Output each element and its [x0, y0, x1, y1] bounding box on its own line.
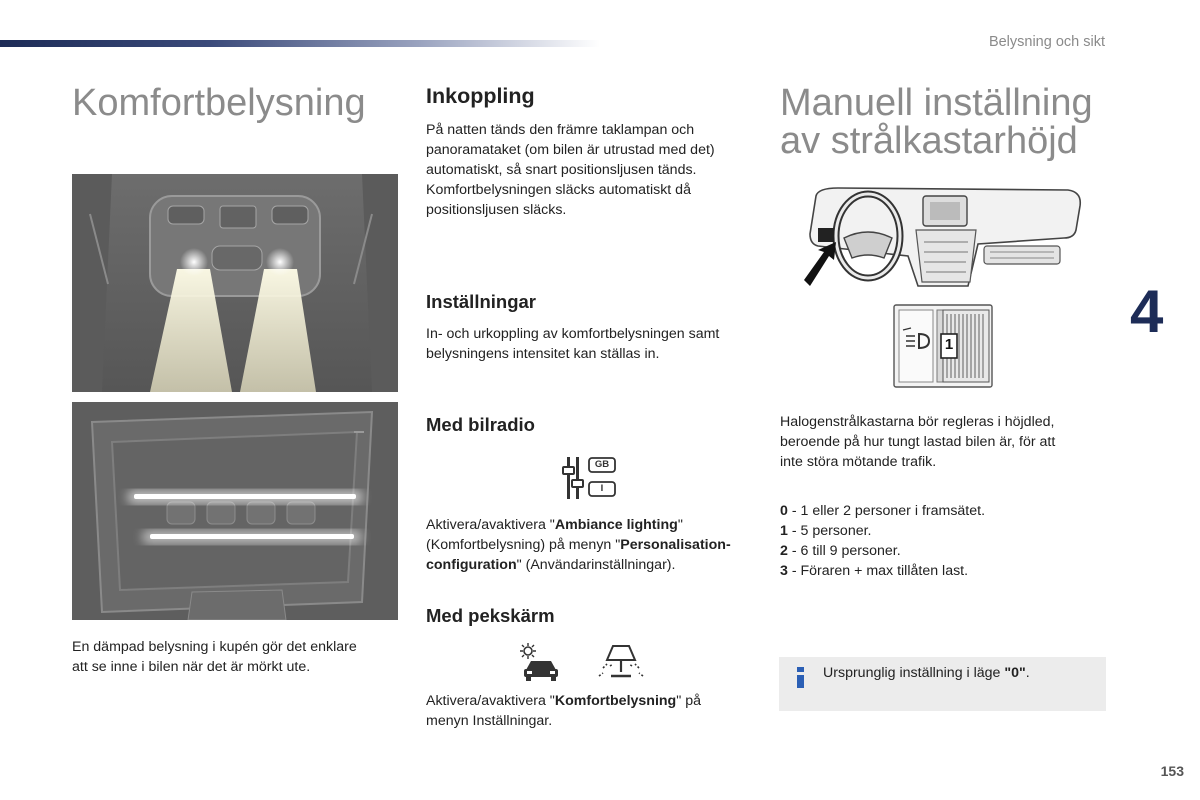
pekskarm-text: Aktivera/avaktivera "Komfortbelysning" på menyn Inställningar.	[426, 693, 701, 729]
roof-caption: En dämpad belysning i kupén gör det enklare att se inne i bilen när det är mörkt ute.	[72, 639, 357, 675]
dashboard-illustration	[798, 186, 1084, 290]
bilradio-text: Aktivera/avaktivera "Ambiance lighting" (Komfortbelysning) på menyn "Personalisation- configuration" (Användarinställningar).	[426, 517, 731, 573]
chapter-number: 4	[1130, 278, 1164, 345]
radio-icon-label-bottom: I	[600, 483, 604, 494]
bilradio-heading: Med bilradio	[426, 414, 535, 435]
manuell-installning-title: Manuell inställning av strålkastarhöjd	[780, 82, 1093, 162]
radio-icon-label-top: GB	[594, 459, 610, 470]
installningar-text: In- och urkoppling av komfortbelysningen samt belysningens intensitet kan ställas in.	[426, 326, 720, 362]
dial-position-label: 1	[944, 336, 954, 353]
headlight-dial-illustration	[893, 304, 993, 388]
radio-slider-icon	[561, 455, 619, 501]
komfortbelysning-title: Komfortbelysning	[72, 82, 366, 124]
inkoppling-heading: Inkoppling	[426, 84, 535, 108]
halogen-intro: Halogenstrålkastarna bör regleras i höjdled, beroende på hur tungt lastad bilen är, för att inte störa mötande trafik.	[780, 414, 1056, 470]
info-text: Ursprunglig inställning i läge "0".	[823, 665, 1030, 681]
installningar-heading: Inställningar	[426, 291, 536, 312]
position-item-2: 2 - 6 till 9 personer.	[780, 543, 901, 559]
position-item-3: 3 - Föraren + max tillåten last.	[780, 563, 969, 579]
lamp-light-icon	[597, 642, 645, 682]
top-accent-bar	[0, 40, 600, 47]
dome-light-photo	[72, 174, 398, 392]
page-number: 153	[1160, 763, 1184, 779]
position-list	[780, 501, 985, 581]
panoramic-roof-photo	[72, 402, 398, 620]
pekskarm-heading: Med pekskärm	[426, 605, 555, 626]
info-icon	[796, 667, 805, 688]
inkoppling-text: På natten tänds den främre taklampan och panoramataket (om bilen är utrustad med det) automatiskt, så snart positionsljusen tänds. Komfortbelysningen släcks automatiskt då positionsljusen släcks.	[426, 122, 715, 218]
position-item-1: 1 - 5 personer.	[780, 523, 872, 539]
section-label: Belysning och sikt	[988, 34, 1105, 50]
position-item-0: 0 - 1 eller 2 personer i framsätet.	[780, 503, 986, 519]
car-light-icon	[518, 642, 562, 682]
